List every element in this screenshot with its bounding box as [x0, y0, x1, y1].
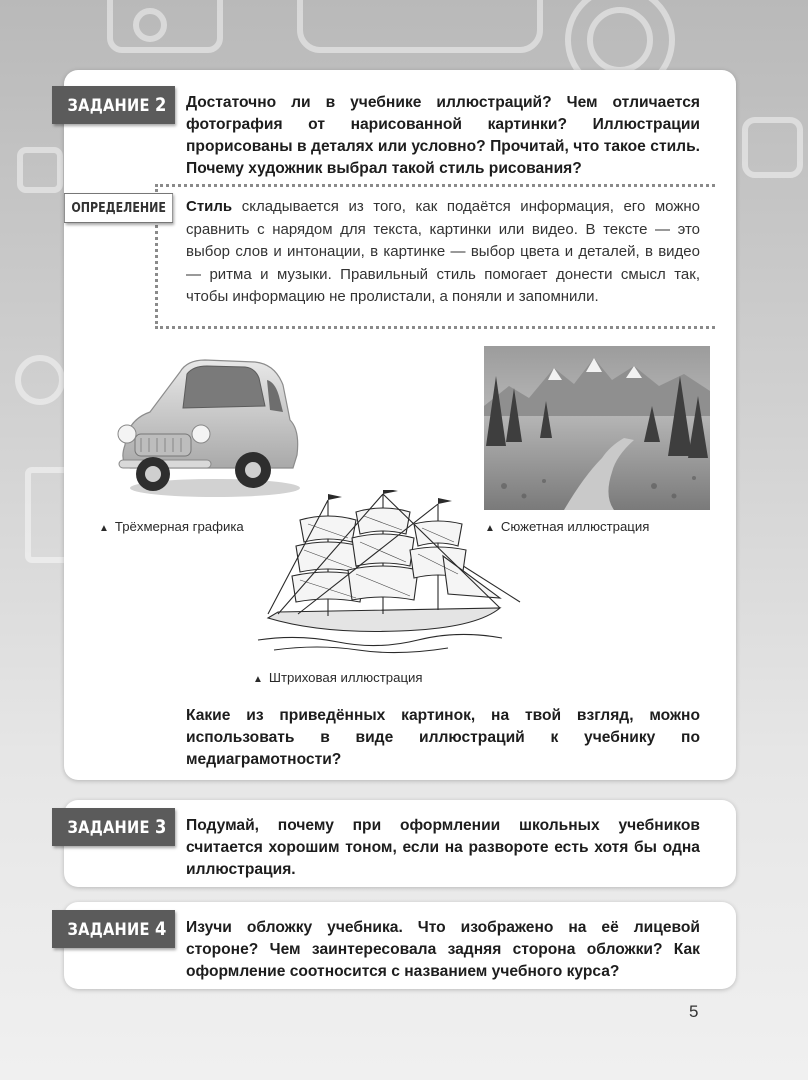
- task-4-tag-number: 4: [154, 918, 167, 940]
- definition-term: Стиль: [186, 198, 233, 215]
- page-number: 5: [689, 1002, 699, 1021]
- caption-marker-icon: ▲: [485, 523, 495, 534]
- task-3-tag: [52, 808, 175, 846]
- ship-caption: [253, 670, 423, 685]
- task-3-tag-number: 3: [154, 816, 167, 838]
- task-2-tag-number: 2: [154, 94, 167, 116]
- definition-text: [186, 196, 700, 309]
- ship-caption-text: Штриховая иллюстрация: [268, 670, 423, 685]
- task-4-tag-label: ЗАДАНИЕ: [67, 920, 150, 940]
- task-2-text: Достаточно ли в учебнике иллюстраций? Чем отличается фотография от нарисованной картинки? Иллюстрации прорисованы в деталях или условно? Прочитай, что такое стиль. Почему художник выбрал такой стиль рисования?: [186, 94, 700, 177]
- definition-tag: ОПРЕДЕЛЕНИЕ: [64, 193, 173, 223]
- task-2-tag-label: ЗАДАНИЕ: [67, 96, 150, 116]
- caption-marker-icon: ▲: [99, 523, 109, 534]
- caption-marker-icon: ▲: [253, 674, 263, 685]
- definition-body: складывается из того, как подаётся информация, его можно сравнить с нарядом для текста, картинки или видео. В тексте — это выбор слов и интонации, в картинке — выбор цвета и деталей, в видео — ритма и музыки. Правильный стиль помогает донести смысл так, чтобы информацию не пролистали, а поняли и запомнили.: [186, 198, 700, 305]
- task-2-tag: [52, 86, 175, 124]
- task-3-text: Подумай, почему при оформлении школьных учебников считается хорошим тоном, если на развороте есть хотя бы одна иллюстрация.: [186, 817, 700, 878]
- landscape-caption: [485, 519, 649, 534]
- landscape-caption-text: Сюжетная иллюстрация: [500, 519, 650, 534]
- task-3-tag-label: ЗАДАНИЕ: [67, 818, 150, 838]
- ship-illustration: [238, 490, 522, 660]
- car-illustration: [105, 350, 305, 500]
- task-4-text: Изучи обложку учебника. Что изображено на её лицевой стороне? Чем заинтересовала задняя сторона обложки? Как оформление соотносится с названием учебного курса?: [186, 919, 700, 980]
- car-caption-text: Трёхмерная графика: [114, 519, 244, 534]
- landscape-illustration: [484, 346, 710, 510]
- task-4-tag: [52, 910, 175, 948]
- question-text: Какие из приведённых картинок, на твой взгляд, можно использовать в виде иллюстраций к учебнику по медиаграмотности?: [186, 707, 700, 768]
- car-caption: [99, 519, 244, 534]
